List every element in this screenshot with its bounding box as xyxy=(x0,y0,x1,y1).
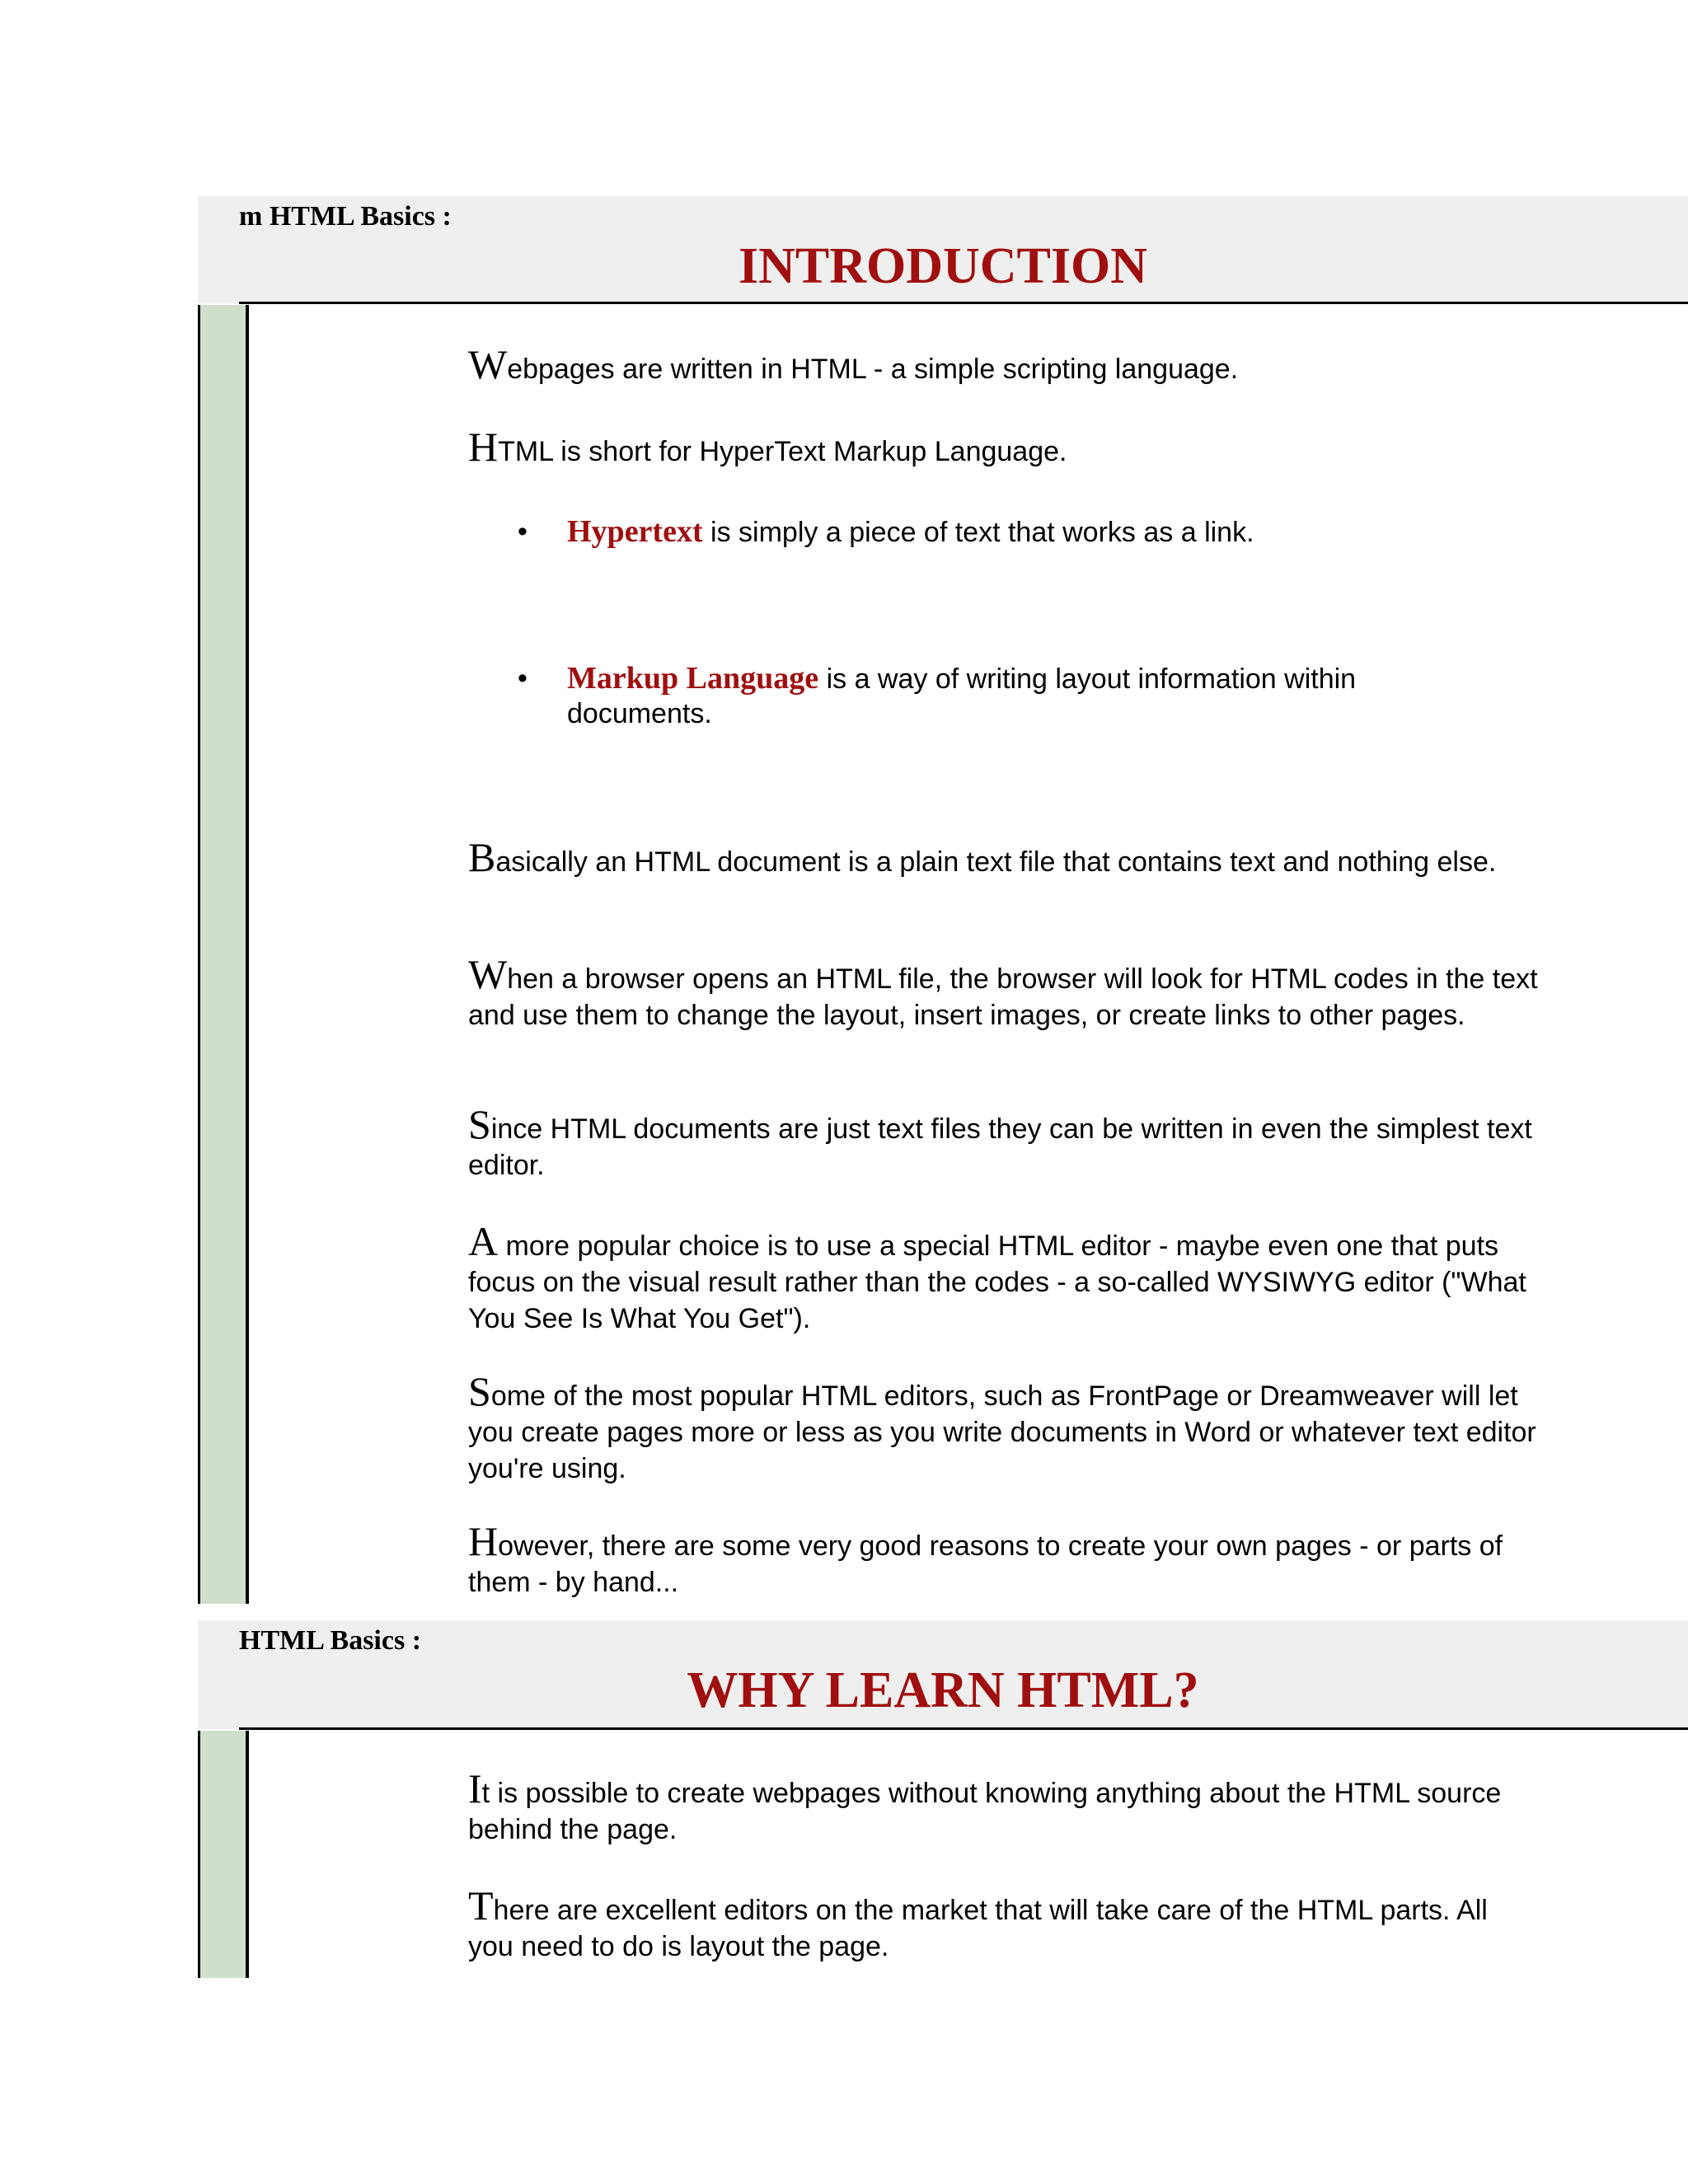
paragraph: Since HTML documents are just text files they can be written in even the simplest text editor. xyxy=(468,1101,1532,1181)
paragraph: It is possible to create webpages without knowing anything about the HTML source behind the page. xyxy=(468,1765,1502,1845)
sidebar-bar xyxy=(198,305,249,1604)
term-hypertext: Hypertext xyxy=(567,514,703,549)
paragraph: Webpages are written in HTML - a simple scripting language. xyxy=(468,341,1239,387)
section-label: m HTML Basics : xyxy=(239,201,452,232)
sidebar-bar xyxy=(198,1731,249,1978)
term-markup-language: Markup Language xyxy=(567,661,819,696)
paragraph: HTML is short for HyperText Markup Language. xyxy=(468,424,1067,470)
paragraph: Basically an HTML document is a plain text file that contains text and nothing else. xyxy=(468,834,1497,880)
paragraph: However, there are some very good reasons to create your own pages - or parts of them - by hand... xyxy=(468,1518,1503,1598)
section-title: INTRODUCTION xyxy=(738,238,1148,294)
paragraph: A more popular choice is to use a special HTML editor - maybe even one that puts focus on the visual result rather than the codes - a so-called WYSIWYG editor ("What You See Is What You Get"). xyxy=(468,1218,1526,1334)
section-label: HTML Basics : xyxy=(239,1625,422,1656)
section-content-why-learn-html xyxy=(468,0,1540,2184)
section-content-introduction: Webpages are written in HTML - a simple scripting language. HTML is short for HyperText Markup Language. • Hypertext is simply a piece of text that works as a link. • Markup Language is a way of writing layout information within documents. Basically an HTML document is a plain text file that contains text and nothing else. When a browser opens an HTML file, the browser will look for HTML codes in the text and use them to change the layout, insert images, or create links to other pages. Since HTML documents are just text files they can be written in even the simplest text editor. A more popular choice is to use a special HTML editor - maybe even one that puts focus on the visual result rather than the codes - a so-called WYSIWYG editor ("What You See Is What You Get"). Some of the most popular HTML editors, such as FrontPage or Dreamweaver will let you create pages more or less as you write documents in Word or whatever text editor you're using. However, there are some very good reasons to create your own pages - or parts of them - by hand... xyxy=(468,0,1540,2184)
paragraph: There are excellent editors on the market that will take care of the HTML parts. All you need to do is layout the page. xyxy=(468,1882,1488,1962)
section-title: WHY LEARN HTML? xyxy=(687,1662,1199,1718)
paragraph: Some of the most popular HTML editors, such as FrontPage or Dreamweaver will let you create pages more or less as you write documents in Word or whatever text editor you're using. xyxy=(468,1368,1536,1484)
paragraph: When a browser opens an HTML file, the browser will look for HTML codes in the text and use them to change the layout, insert images, or create links to other pages. xyxy=(468,951,1538,1031)
bullet-icon: • xyxy=(518,663,528,694)
bullet-icon: • xyxy=(518,516,528,547)
